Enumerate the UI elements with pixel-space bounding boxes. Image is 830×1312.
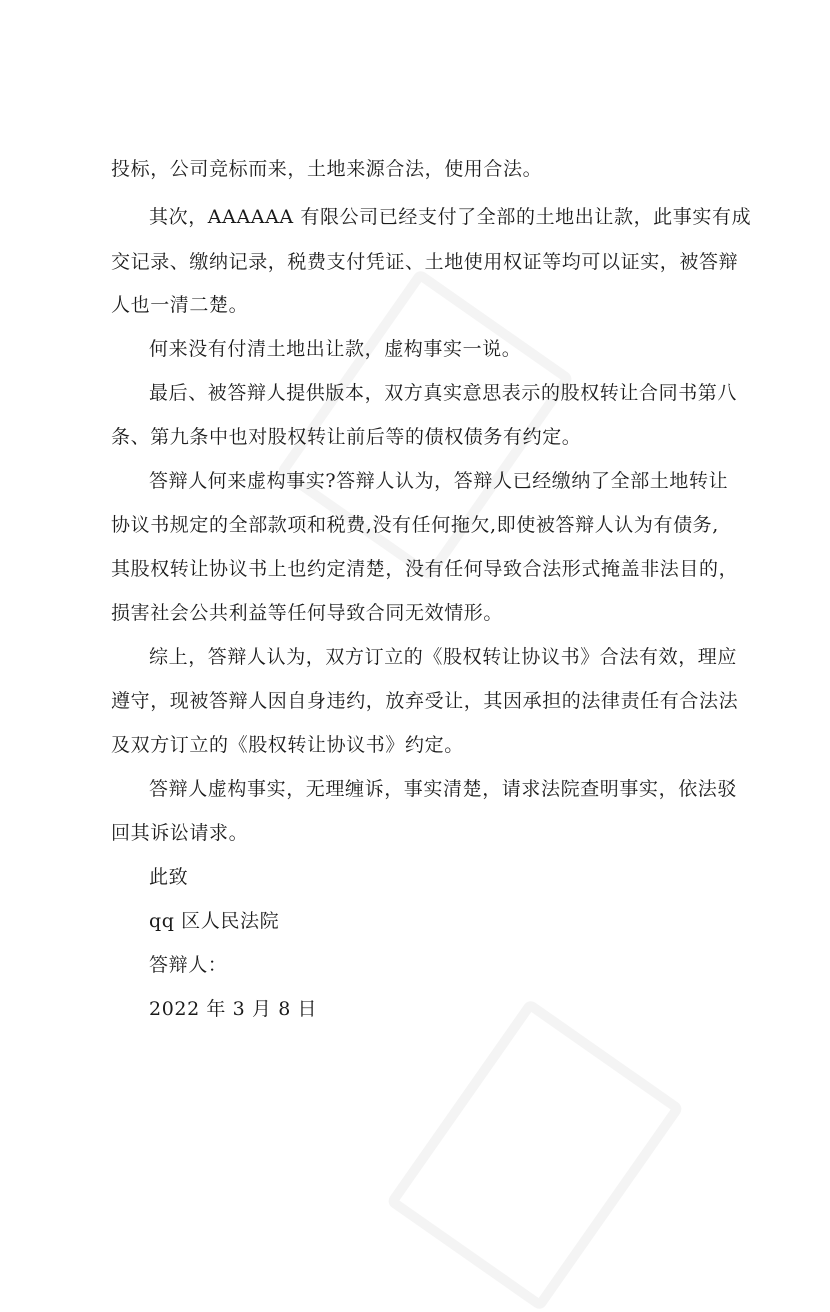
text-line: 其股权转让协议书上也约定清楚，没有任何导致合法形式掩盖非法目的， xyxy=(111,558,739,580)
document-date: 2022 年 3 月 8 日 xyxy=(149,998,318,1020)
text-line: 何来没有付清土地出让款，虚构事实一说。 xyxy=(149,338,522,360)
text-line: 最后、被答辩人提供版本，双方真实意思表示的股权转让合同书第八 xyxy=(149,382,738,404)
watermark-logo xyxy=(385,998,684,1312)
text-line: 综上，答辩人认为，双方订立的《股权转让协议书》合法有效，理应 xyxy=(149,646,738,668)
text-line: 条、第九条中也对股权转让前后等的债权债务有约定。 xyxy=(111,426,582,448)
text-line: 遵守，现被答辩人因自身违约，放弃受让，其因承担的法律责任有合法法 xyxy=(111,690,739,712)
text-line: 人也一清二楚。 xyxy=(111,294,249,316)
text-line: 其次，AAAAAA 有限公司已经支付了全部的土地出让款，此事实有成 xyxy=(149,206,752,228)
respondent-label: 答辩人： xyxy=(149,954,228,976)
text-line: 答辩人何来虚构事实?答辩人认为，答辩人已经缴纳了全部土地转让 xyxy=(149,470,729,492)
text-line: 投标，公司竞标而来，土地来源合法，使用合法。 xyxy=(111,158,543,180)
text-line: 答辩人虚构事实，无理缠诉，事实清楚，请求法院查明事实，依法驳 xyxy=(149,778,738,800)
text-line: 协议书规定的全部款项和税费,没有任何拖欠,即使被答辩人认为有债务, xyxy=(111,514,719,536)
text-line: 损害社会公共利益等任何导致合同无效情形。 xyxy=(111,602,504,624)
text-line: 及双方订立的《股权转让协议书》约定。 xyxy=(111,734,464,756)
text-line: 回其诉讼请求。 xyxy=(111,822,249,844)
closing-salutation: 此致 xyxy=(149,866,189,888)
text-line: 交记录、缴纳记录，税费支付凭证、土地使用权证等均可以证实，被答辩 xyxy=(111,251,739,273)
court-name: qq 区人民法院 xyxy=(149,910,280,932)
